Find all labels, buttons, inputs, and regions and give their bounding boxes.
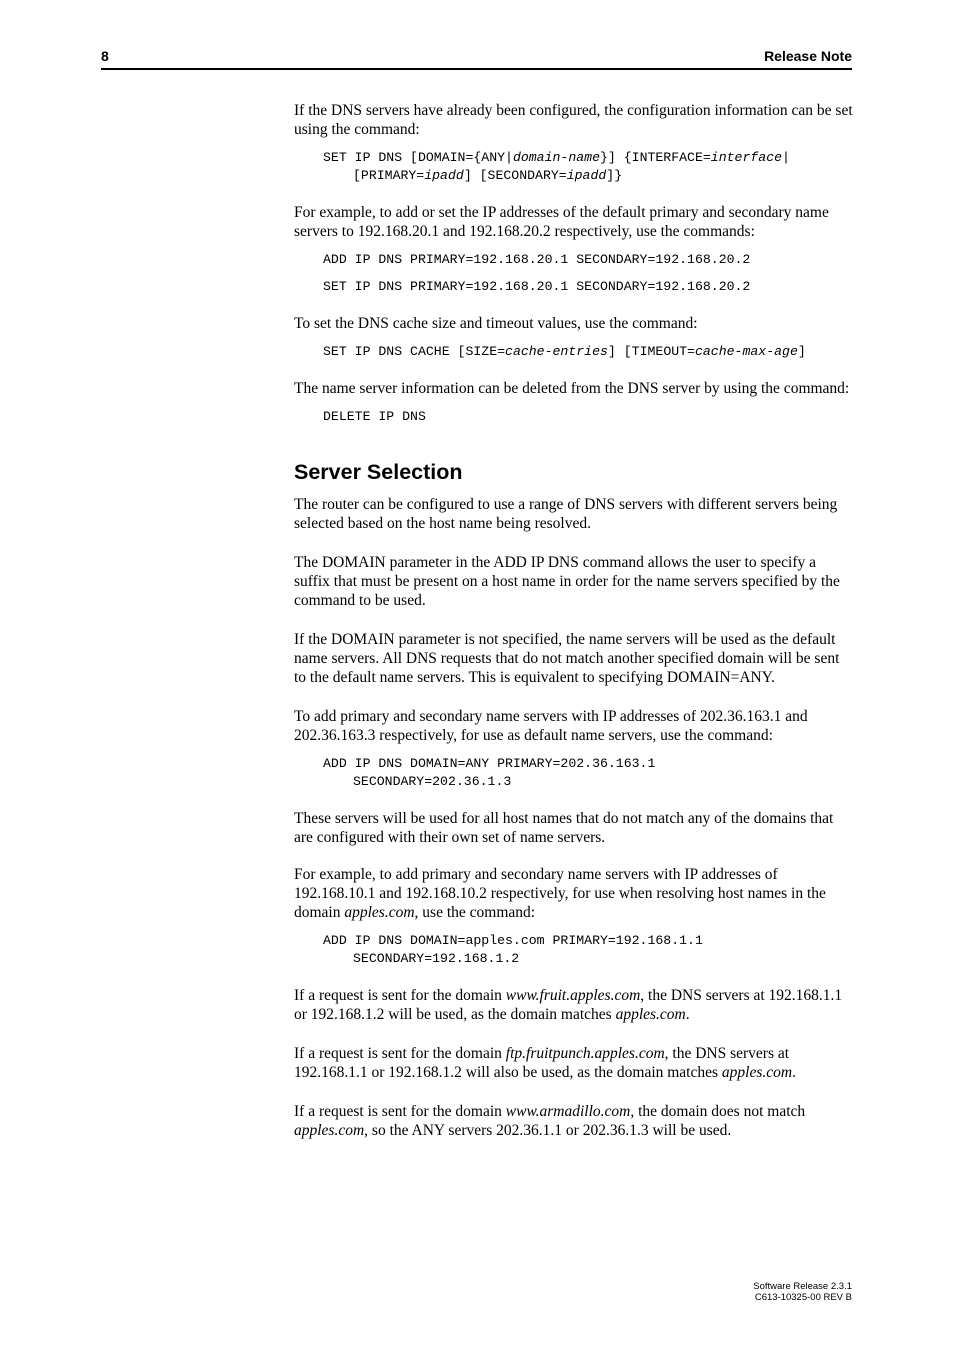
command-example: ADD IP DNS DOMAIN=apples.com PRIMARY=192.168.1.1 SECONDARY=192.168.1.2 xyxy=(323,933,703,966)
paragraph: If a request is sent for the domain www.fruit.apples.com, the DNS servers at 192.168.1.1 or 192.168.1.2 will be used, as the domain matches apples.com. xyxy=(294,987,843,1023)
paragraph: If the DOMAIN parameter is not specified, the name servers will be used as the default name servers. All DNS requests that do not match another specified domain will be sent to the default name servers. This is equivalent to specifying DOMAIN=ANY. xyxy=(294,631,840,686)
paragraph: If a request is sent for the domain www.armadillo.com, the domain does not match apples.com, so the ANY servers 202.36.1.1 or 202.36.1.3 will be used. xyxy=(294,1103,806,1139)
command-syntax: SET IP DNS CACHE [SIZE=cache-entries] [TIMEOUT=cache-max-age] xyxy=(323,344,806,359)
running-header-title: Release Note xyxy=(764,48,852,64)
page-footer xyxy=(753,1281,852,1303)
paragraph: To set the DNS cache size and timeout values, use the command: xyxy=(294,315,698,332)
paragraph: To add primary and secondary name servers with IP addresses of 202.36.163.1 and 202.36.163.3 respectively, for use as default name servers, use the command: xyxy=(294,708,808,744)
command-syntax: SET IP DNS [DOMAIN={ANY|domain-name}] {INTERFACE=interface| [PRIMARY=ipadd] [SECONDARY=ipadd]} xyxy=(323,150,790,183)
body-content xyxy=(294,101,854,1140)
command-example: DELETE IP DNS xyxy=(323,409,426,424)
paragraph: The router can be configured to use a range of DNS servers with different servers being selected based on the host name being resolved. xyxy=(294,496,838,532)
paragraph: The name server information can be deleted from the DNS server by using the command: xyxy=(294,380,850,397)
section-heading: Server Selection xyxy=(294,460,463,484)
command-example: ADD IP DNS DOMAIN=ANY PRIMARY=202.36.163.1 SECONDARY=202.36.1.3 xyxy=(323,756,656,789)
command-example: SET IP DNS PRIMARY=192.168.20.1 SECONDARY=192.168.20.2 xyxy=(323,279,751,294)
paragraph: If the DNS servers have already been configured, the configuration information can be set using the command: xyxy=(294,102,853,138)
paragraph: These servers will be used for all host names that do not match any of the domains that are configured with their own set of name servers. xyxy=(294,810,834,846)
command-example: ADD IP DNS PRIMARY=192.168.20.1 SECONDARY=192.168.20.2 xyxy=(323,252,751,267)
paragraph: The DOMAIN parameter in the ADD IP DNS command allows the user to specify a suffix that must be present on a host name in order for the name servers specified by the command to be used. xyxy=(294,554,840,609)
header-rule xyxy=(101,68,852,70)
paragraph: For example, to add primary and secondary name servers with IP addresses of 192.168.10.1 and 192.168.10.2 respectively, for use when resolving host names in the domain apples.com, use the command: xyxy=(294,866,826,921)
footer-doc-number: C613-10325-00 REV B xyxy=(754,1292,852,1303)
paragraph: For example, to add or set the IP addresses of the default primary and secondary name servers to 192.168.20.1 and 192.168.20.2 respectively, use the commands: xyxy=(294,204,829,240)
paragraph: If a request is sent for the domain ftp.fruitpunch.apples.com, the DNS servers at 192.168.1.1 or 192.168.1.2 will also be used, as the domain matches apples.com. xyxy=(294,1045,796,1081)
page-number: 8 xyxy=(101,48,109,64)
footer-release: Software Release 2.3.1 xyxy=(753,1281,852,1292)
